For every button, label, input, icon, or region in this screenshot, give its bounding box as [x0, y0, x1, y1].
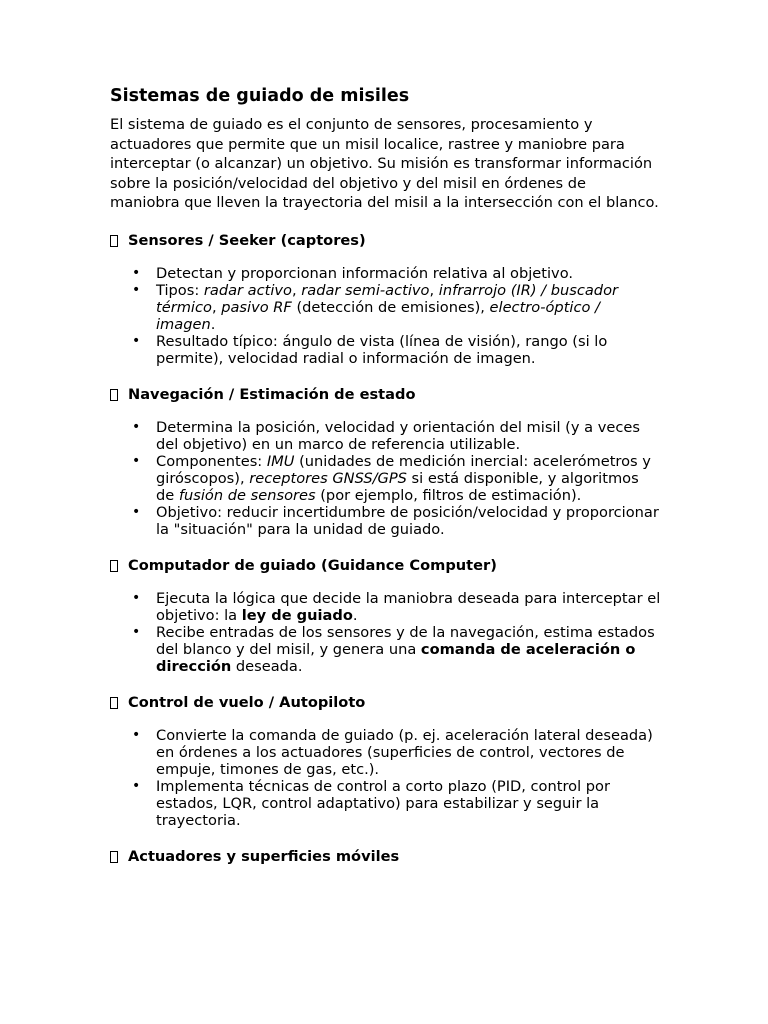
- list-item: • Objetivo: reducir incertidumbre de posición/velocidad y proporcionar la "situación" para la unidad de guiado.: [132, 503, 659, 538]
- section-heading: [110, 386, 670, 404]
- section-heading: [110, 694, 670, 712]
- missing-glyph-icon: [110, 235, 118, 247]
- missing-glyph-icon: [110, 560, 118, 572]
- list-item: • Convierte la comanda de guiado (p. ej. aceleración lateral deseada) en órdenes a los actuadores (superficies de control, vectores de empuje, timones de gas, etc.).: [132, 726, 653, 778]
- section-heading-text: Navegación / Estimación de estado: [128, 385, 416, 403]
- bullet-list: [110, 265, 670, 367]
- bullet-icon: •: [132, 589, 141, 606]
- bullet-icon: •: [132, 777, 141, 794]
- section-heading: [110, 232, 670, 250]
- list-item: • Detectan y proporcionan información relativa al objetivo.: [132, 264, 574, 282]
- bullet-icon: •: [132, 503, 141, 520]
- bullet-icon: •: [132, 264, 141, 281]
- list-item: • Recibe entradas de los sensores y de la navegación, estima estados del blanco y del misil, y genera una comanda de aceleración o dirección deseada.: [132, 623, 655, 675]
- section-heading-text: Actuadores y superficies móviles: [128, 847, 400, 865]
- list-item: • Componentes: IMU (unidades de medición inercial: acelerómetros y giróscopos), receptores GNSS/GPS si está disponible, y algoritmos de fusión de sensores (por ejemplo, filtros de estimación).: [132, 452, 651, 504]
- bullet-icon: •: [132, 623, 141, 640]
- missing-glyph-icon: [110, 389, 118, 401]
- list-item: • Determina la posición, velocidad y orientación del misil (y a veces del objetivo) en un marco de referencia utilizable.: [132, 418, 640, 453]
- bullet-icon: •: [132, 726, 141, 743]
- intro-paragraph: El sistema de guiado es el conjunto de sensores, procesamiento y actuadores que permite que un misil localice, rastree y maniobre para interceptar (o alcanzar) un objetivo. Su misión es transformar información sobre la posición/velocidad del objetivo y del misil en órdenes de maniobra que lleven la trayectoria del misil a la intersección con el blanco.: [110, 116, 659, 212]
- bullet-icon: •: [132, 452, 141, 469]
- section-heading-text: Computador de guiado (Guidance Computer): [128, 556, 497, 574]
- section-heading-text: Control de vuelo / Autopiloto: [128, 693, 366, 711]
- section-heading: [110, 557, 670, 575]
- page-title: Sistemas de guiado de misiles: [110, 86, 410, 106]
- missing-glyph-icon: [110, 697, 118, 709]
- section-actuadores: [110, 848, 670, 866]
- section-heading: [110, 848, 670, 866]
- bullet-list: [110, 727, 670, 829]
- section-heading-text: Sensores / Seeker (captores): [128, 231, 366, 249]
- bullet-icon: •: [132, 332, 141, 349]
- bullet-icon: •: [132, 418, 141, 435]
- list-item: • Tipos: radar activo, radar semi-activo, infrarrojo (IR) / buscador térmico, pasivo RF (detección de emisiones), electro-óptico / imagen.: [132, 281, 619, 333]
- section-control: [110, 694, 670, 829]
- section-sensores: [110, 232, 670, 367]
- list-item: • Implementa técnicas de control a corto plazo (PID, control por estados, LQR, control adaptativo) para estabilizar y seguir la trayectoria.: [132, 777, 610, 829]
- list-item: • Resultado típico: ángulo de vista (línea de visión), rango (si lo permite), velocidad radial o información de imagen.: [132, 332, 608, 367]
- document-body: [110, 84, 670, 866]
- missing-glyph-icon: [110, 851, 118, 863]
- bullet-list: [110, 419, 670, 538]
- section-navegacion: [110, 386, 670, 538]
- bullet-list: [110, 590, 670, 675]
- list-item: • Ejecuta la lógica que decide la maniobra deseada para interceptar el objetivo: la ley de guiado.: [132, 589, 661, 624]
- section-computador: [110, 557, 670, 675]
- bullet-icon: •: [132, 281, 141, 298]
